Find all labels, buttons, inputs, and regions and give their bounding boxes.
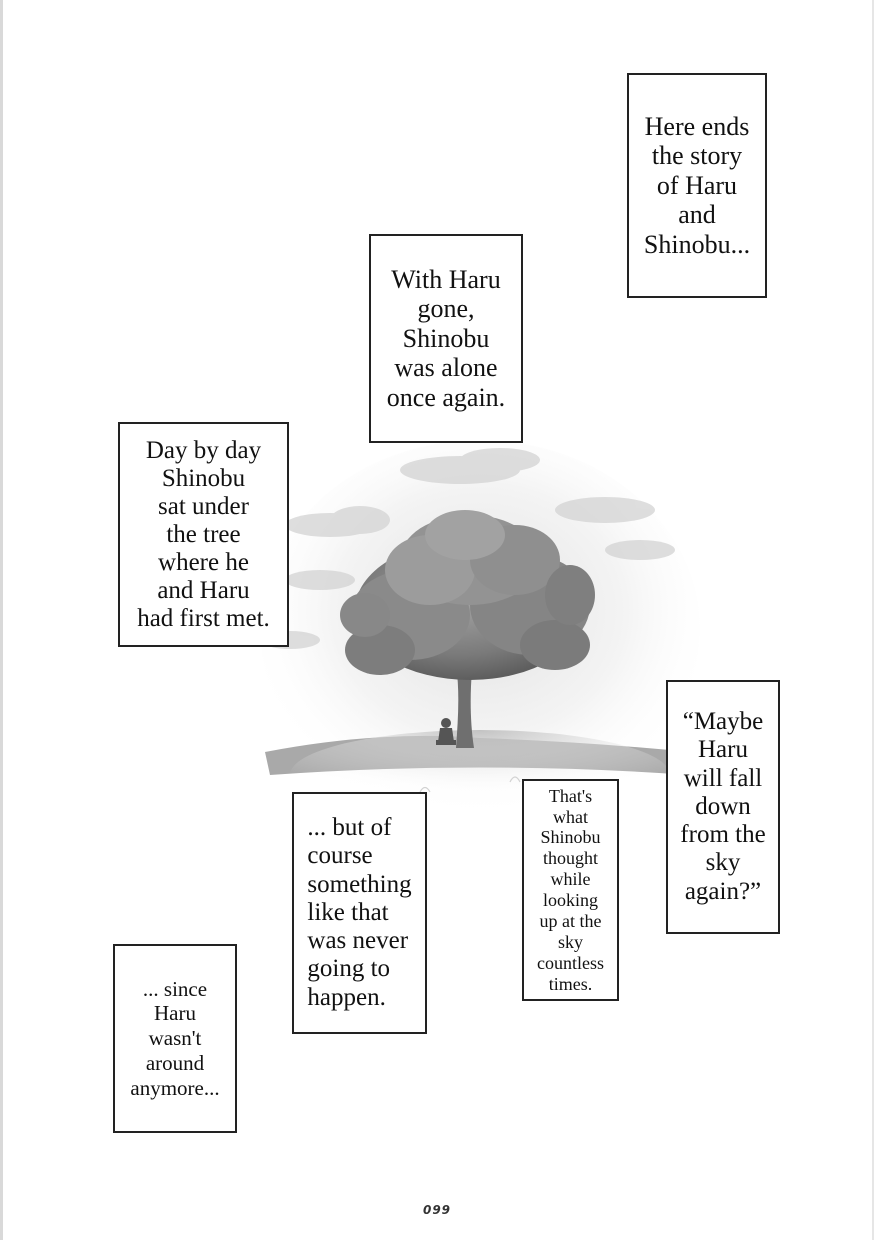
tree-illustration — [260, 430, 700, 830]
caption-text-thats-what: That's what Shinobu thought while looking up at the sky countless times. — [537, 785, 604, 994]
caption-box-here-ends — [627, 73, 767, 298]
page-number: 099 — [422, 1203, 452, 1217]
caption-text-with-haru: With Haru gone, Shinobu was alone once again. — [386, 265, 506, 412]
caption-box-since-haru — [113, 944, 237, 1133]
caption-text-since-haru: ... since Haru wasn't around anymore... — [130, 976, 220, 1100]
caption-box-day-by-day — [118, 422, 289, 647]
caption-text-day-by-day: Day by day Shinobu sat under the tree where he and Haru had first met. — [137, 436, 270, 632]
caption-box-with-haru — [369, 234, 523, 443]
page-edge-left — [0, 0, 3, 1240]
caption-text-but-of-course: ... but of course something like that was never going to happen. — [307, 814, 412, 1011]
caption-box-thats-what — [522, 779, 619, 1001]
caption-box-maybe-haru — [666, 680, 780, 934]
caption-text-maybe-haru: “Maybe Haru will fall down from the sky again?” — [680, 708, 766, 905]
caption-text-here-ends: Here ends the story of Haru and Shinobu... — [643, 112, 751, 259]
caption-box-but-of-course — [292, 792, 427, 1034]
